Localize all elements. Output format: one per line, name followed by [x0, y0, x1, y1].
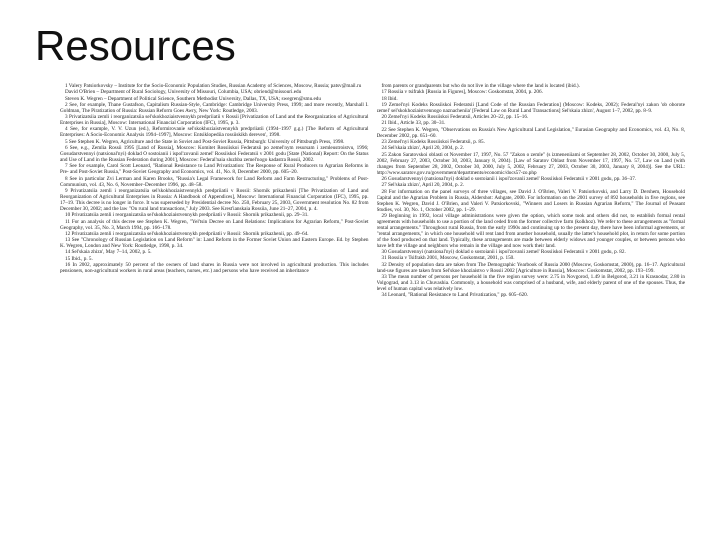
- footnote: 16 In 2002, approximately 50 percent of the owners of land shares in Russia were not involved in agricultural production. This includes pensioners, non-agricultural workers in rural areas (teachers, nurses, etc.) and persons who have received an inheritance: [60, 262, 369, 275]
- footnote: 34 Leonard, "Rational Resistance to Land Privatization," pp. 605–620.: [381, 292, 529, 299]
- footnote: 24 Sel'skaia zhizn', April 20, 2004, p. 2.: [381, 145, 465, 152]
- footnote: 21 Ibid., Article 33, pp. 30–31.: [381, 120, 446, 127]
- footnote: 3 Privatizatsiia zemli i reorganizatsiia sel'skokhoziaistvennykh predpriiatii v Rossii [Privatization of Land and the Reorganization of Agricultural Enterprises in Russia], Moscow: International Financial Corporation (IFC), 1995, p. 3.: [60, 114, 369, 127]
- footnote: 18 Ibid.: [381, 95, 398, 102]
- footnote: 12 Privatizatsiia zemli i reorganizatsiia sel'skokhoziaistvennykh predpriiatii v Rossii: Shornik prikazhenii, pp. 49–64.: [65, 230, 309, 237]
- footnote: 26 Gosudarstvennyi (natsional'nyi) doklad o sostoianii i ispol'zovanii zemel' Rossiiskoi Federatsii v 2001 godu, pp. 36–37.: [381, 175, 637, 182]
- footnote: 29 Beginning in 1992, local village administrations were given the option, which some took and others did not, to establish formal rental agreements with households to use a portion of the land ceded from the former collective farm (kolkhoz). We refer to these arrangements as "formal rental arrangements." Throughout rural Russia, from the early 1990s and continuing up to the present day, there have been informal agreements, or "rental arrangements," in which one household will rent land from another household, usually the latter's household plot, in return for some portion of the food produced on that land. Typically, these arrangements are made between elderly widows and younger couples, or between persons who have left the village and neighbors who remain in the village and now work their land.: [376, 212, 685, 249]
- footnote: 32 Density of population data are taken from The Demographic Yearbook of Russia 2000 (Moscow, Goskomstat, 2000), pp. 16–17. Agricultural land-use figures are taken from Sel'skoe khoziaistvo v Rossii 2002 [Agriculture in Russia], Moscow: Goskomstat, 2002, pp. 193–199.: [376, 261, 685, 274]
- footnote: 2 See, for example, Thane Gustafson, Capitalism Russian-Style, Cambridge: Cambridge University Press, 1999; and more recently, Marshall I. Goldman, The Piratization of Russia: Russian Reform Goes Awry, New York: Routledge, 2003.: [60, 101, 369, 114]
- footnote: 30 Gosudarstvennyi (natsional'nyi) doklad o sostoianii i ispol'zovanii zemel' Rossiiskoi Federatsii v 2001 godu, p. 82.: [381, 249, 626, 256]
- footnote: 5 See Stephen K. Wegren, Agriculture and the State in Soviet and Post-Soviet Russia, Pittsburgh: University of Pittsburgh Press, 1998.: [65, 138, 345, 145]
- footnote: 19 Zemel'nyi Kodeks Rossiiskoi Federatsii [Land Code of the Russian Federation] (Moscow: Kodeks, 2002); Federal'nyi zakon 'ob oborote zemel' sel'skokhoziaistvennogo naznacheniia' [Federal Law on Rural Land Transactions] Sel'skaia zhizn', August 1–7, 2002, pp. 8–9.: [376, 101, 685, 114]
- footnote: 22 See Stephen K. Wegren, "Observations on Russia's New Agricultural Land Legislation," Eurasian Geography and Economics, vol. 43, No. 8, December 2002, pp. 651–60.: [376, 126, 685, 139]
- footnote: 10 Privatizatsiia zemli i reorganizatsiia sel'skokhoziaistvennykh predpriiatii v Rossii: Shornik prikazhenii, pp. 29–31.: [65, 212, 309, 219]
- footnote: 14 Sel'skaia zhizn', May 7–14, 2002, p. 5.: [65, 249, 152, 256]
- footnote: 23 Zemel'nyi Kodeks Rossiiskoi Federatsii, p. 85.: [381, 139, 485, 146]
- footnote: 27 Sel'skaia zhizn', April 20, 2004, p. 2.: [381, 182, 465, 189]
- footnote: Steven K. Wegren – Department of Political Science, Southern Methodist University, Dallas, TX, USA; swegren@smu.edu: [65, 95, 321, 102]
- footnote: from parents or grandparents but who do not live in the village where the land is located (ibid.).: [381, 83, 580, 89]
- scanned-page: [60, 83, 685, 538]
- footnote: 13 See "Chronology of Russian Legislation on Land Reform" in: Land Reform in the Former Soviet Union and Eastern Europe. Ed. by Stephen K. Wegren, London and New York: Routledge, 1998, p. 34.: [60, 237, 369, 250]
- footnote: 25 Zakon Saratovskoi oblasti ot November 17, 1997, No. 57 "Zakon o zemle" (s izmeneniiami ot September 28, 2002, October 30, 2000, July 5, 2002, February 27, 2003, October 30, 2003, January 8, 2004). [Law of Saratov Oblast from November 17, 1997, No. 57, Law on Land (with changes from September 28, 2002, October 30, 2000, July 5, 2002, February 27, 2003, October 30, 2003, January 8, 2004)]. See the URL: http://www.saratov.gov.ru/government/departments/economic/docs57-zo.php: [376, 151, 685, 176]
- footnote: 33 The mean number of persons per household in the five region survey were: 2.75 in Novgorod, 1.49 in Belgorod, 3.21 in Krasnodar, 2.80 in Volgograd, and 3.13 in Chuvashia. Commonly, a household was comprised of a husband, wife, and elderly parent of one of the spouses. Thus, the level of human capital was relatively low.: [376, 274, 685, 293]
- footnote: 15 Ibid., p. 5.: [65, 255, 93, 262]
- footnote: 8 See in particular Zvi Lerman and Karen Brooks, "Russia's Legal Framework for Land Reform and Farm Restructuring," Problems of Post-Communism, vol. 43, No. 6, November–December 1996, pp. 48–58.: [60, 175, 369, 188]
- footnote: 11 For an analysis of this decree see Stephen K. Wegren, "Yel'tsin Decree on Land Relations: Implications for Agrarian Reform," Post-Soviet Geography, vol. 35, No. 3, March 1994, pp. 166–178.: [60, 218, 369, 231]
- footnote: 1 Valery Patsiorkovsky – Institute for the Socio-Economic Population Studies, Russian Academy of Sciences, Moscow, Russia; patsv@mail.ru: [65, 83, 362, 89]
- footnote: 20 Zemel'nyi Kodeks Rossiiskoi Federatsii, Articles 20–22, pp. 15–16.: [381, 114, 529, 121]
- footnote: 31 Rossiia v Tsifrakh 2001, Moscow, Goskomstat, 2001, p. 150.: [381, 255, 515, 262]
- footnote: 7 See for example, Carol Scott Leonard, "Rational Resistance to Land Privatization: The Response of Rural Producers to Agrarian Reforms in Pre- and Post-Soviet Russia," Post-Soviet Geography and Economics, vol. 41, No. 8, December 2000, pp. 605–20.: [60, 163, 369, 176]
- footnote: 9 Privatizatsiia zemli i reorganizatsiia sel'skokhoziaistvennykh predpriiatii v Rossii: Shornik prikazhenii [The Privatization of Land and Reorganization of Agricultural Enterprises in Russia: A Handbook of Appendices], Moscow: International Financial Corporation (IFC), 1995, pp. 17–19. This decree is no longer in force. It was superseded by Presidential decree No. 250, February 25, 2003, Government resolution No. 82 from December 30, 2002; and the law "On rural land transactions," July 2003. See Krest'ianskaia Rossiia, June 21–27, 2004, p. 4.: [60, 187, 369, 212]
- footnote: 28 For information on the panel surveys of three villages, see David J. O'Brien, Valeri V. Patsiorkovski, and Larry D. Dershem, Household Capital and the Agrarian Problem in Russia, Aldershot: Ashgate, 2000. For information on the 2001 survey of 892 households in five regions, see Stephen K. Wegren, David J. O'Brien, and Valeri V. Patsiorkovski, "Winners and Losers in Russian Agrarian Reform," The Journal of Peasant Studies, vol. 30, No. 1, October 2002, pp. 1–29.: [376, 188, 685, 213]
- left-notes-column: [60, 83, 369, 538]
- footnote: 6 See, e.g., Zemlia Rossii 1995 [Land of Russia], Moscow: Komitet Rossiiskoi Federatsii po zemel'nym resursam i zemleustroistvu, 1996; Gosudarstvennyi (natsional'nyi) doklad O sostoianii i ispol'zovanii zemel' Rossiiskoi Federatsii v 2001 godu [State (National) Report: On the Status and Use of Land in the Russian Federation during 2001], Moscow: Federal'naia sluzhba zemel'nogo kadastra Rossii, 2002.: [60, 145, 369, 164]
- footnote: 4 See, for example, V. V. Uzun (ed.), Reformirovanie sel'skokhoziaistvennykh predpriiatii (1994–1997 g.g.) [The Reform of Agricultural Enterprises: A Socio-Economic Analysis 1994–1997], Moscow: Entsiklopediia rossiiskikh dereven', 1998.: [60, 126, 369, 139]
- slide-title: Resources: [35, 22, 236, 69]
- right-notes-column: [377, 83, 686, 538]
- footnote: David O'Brien – Department of Rural Sociology, University of Missouri, Columbia, USA; obriend@missouri.edu: [65, 89, 302, 96]
- footnote: 17 Rossiia v tsifrakh [Russia in Figures], Moscow: Goskomstat, 2004, p. 206.: [381, 89, 543, 96]
